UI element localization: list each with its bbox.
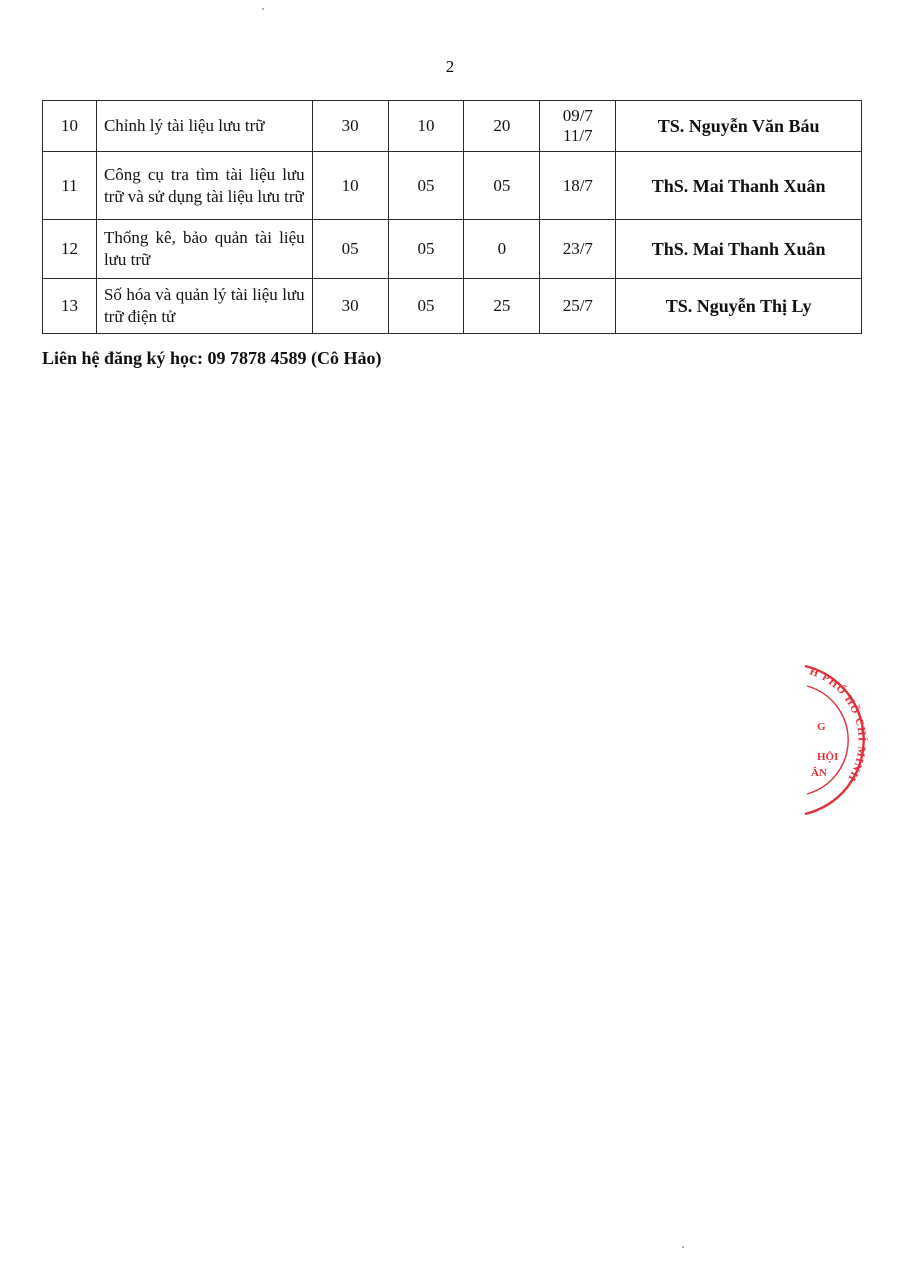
table-row xyxy=(43,279,862,334)
table-row xyxy=(43,101,862,152)
scan-speck xyxy=(682,1246,684,1248)
seal-outer-text: H PHỐ HỒ CHÍ MINH xyxy=(807,665,868,784)
theory-hours: 05 xyxy=(388,220,464,279)
schedule-date: 23/7 xyxy=(562,239,593,258)
schedule-date: 11/7 xyxy=(563,126,593,145)
teacher-name: TS. Nguyễn Thị Ly xyxy=(616,279,862,334)
total-hours: 10 xyxy=(312,152,388,220)
seal-inner-text: ÂN xyxy=(811,767,827,779)
schedule-date: 09/7 xyxy=(562,106,593,125)
subject-name: Số hóa và quản lý tài liệu lưu trữ điện tử xyxy=(96,279,312,334)
teacher-name: TS. Nguyễn Văn Báu xyxy=(616,101,862,152)
theory-hours: 10 xyxy=(388,101,464,152)
theory-hours: 05 xyxy=(388,279,464,334)
seal-inner-text: HỘI xyxy=(817,751,839,763)
table-row xyxy=(43,152,862,220)
scan-speck xyxy=(262,8,264,10)
theory-hours: 05 xyxy=(388,152,464,220)
subject-name: Chỉnh lý tài liệu lưu trữ xyxy=(96,101,312,152)
seal-inner-text: G xyxy=(817,721,826,733)
schedule-dates xyxy=(540,152,616,220)
registration-contact: Liên hệ đăng ký học: 09 7878 4589 (Cô Hảo) xyxy=(42,348,382,368)
schedule-dates xyxy=(540,279,616,334)
schedule-dates xyxy=(540,220,616,279)
total-hours: 05 xyxy=(312,220,388,279)
practice-hours: 25 xyxy=(464,279,540,334)
subject-name: Thống kê, bảo quản tài liệu lưu trữ xyxy=(96,220,312,279)
seal-stamp-icon xyxy=(795,660,875,820)
practice-hours: 0 xyxy=(464,220,540,279)
row-number: 13 xyxy=(43,279,97,334)
schedule-date: 25/7 xyxy=(562,296,593,315)
practice-hours: 05 xyxy=(464,152,540,220)
practice-hours: 20 xyxy=(464,101,540,152)
total-hours: 30 xyxy=(312,101,388,152)
schedule-dates xyxy=(540,101,616,152)
row-number: 10 xyxy=(43,101,97,152)
row-number: 12 xyxy=(43,220,97,279)
schedule-date: 18/7 xyxy=(562,175,593,195)
subject-name: Công cụ tra tìm tài liệu lưu trữ và sử dụng tài liệu lưu trữ xyxy=(96,152,312,220)
row-number: 11 xyxy=(43,152,97,220)
total-hours: 30 xyxy=(312,279,388,334)
teacher-name: ThS. Mai Thanh Xuân xyxy=(616,152,862,220)
teacher-name: ThS. Mai Thanh Xuân xyxy=(616,220,862,279)
course-schedule-table xyxy=(42,100,862,334)
table-row xyxy=(43,220,862,279)
page-number: 2 xyxy=(445,57,455,76)
